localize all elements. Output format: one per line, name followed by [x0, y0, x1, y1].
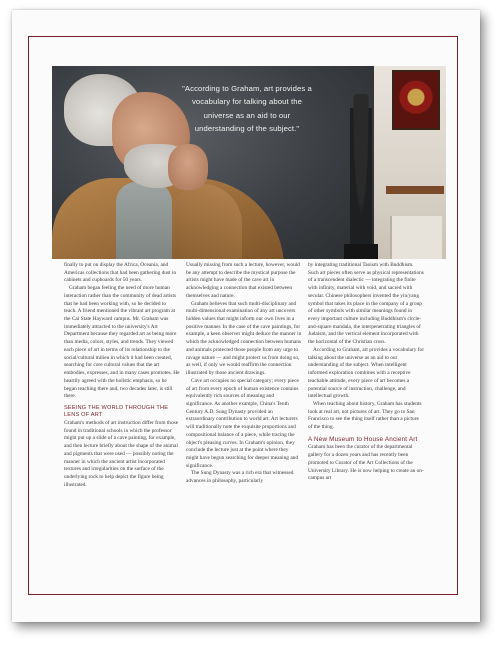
man-shirt [116, 182, 172, 259]
text-column-2 [186, 262, 302, 486]
paragraph: Cave art occupies no special category; every piece of art from every epoch of human existence contains equivalently rich sources of meaning and significance. As another example, China's Tenth Century A.D. Sung Dynasty provided an extraordinary contribution to world art. Art lecturers will traditionally note the exquisite proportions and compositional balance of a piece, while tracing the object's pleasing curves. In Graham's opinion, they conclude the lecture just at the point where they might have begun searching for deeper meaning and significance. [186, 377, 299, 469]
text-column-1 [64, 262, 180, 489]
paragraph: Graham began feeling the need of more human interaction rather than the community of dead artists that he had been working with, so he decided to teach. A friend mentioned the vibrant art program at the Cal State Hayward campus. Mr. Graham was immediately attracted to the university's Art Department because they regarded art as being more than media, colors, styles, and trends. They viewed each piece of art in terms of its relationship to the social/cultural milieu in which it had been created, searching for core cultural values that the art embodies, expresses, and in many cases promotes. He heartily agreed with the holistic emphasis, so he began teaching there and, two decades later, is still there. [64, 285, 180, 400]
paragraph: finally to put on display the Africa, Oceania, and Americas collections that had been gathering dust in cabinets and cupboards for 50 years. [64, 262, 177, 284]
bronze-statue [350, 94, 372, 254]
paragraph: Graham has been the curator of the departmental gallery for a dozen years and has recently been promoted to Curator of the Art Collections of the University Library. He is now helping to create an on-campus art [308, 444, 424, 482]
paragraph: Graham's methods of art instruction differ from those found in traditional schools in which the professor might put up a slide of a cave painting, for example, and then lecture briefly about the shape of the animal and pigments that were used — possibly noting the manner in which the ancient artist incorporated textures and irregularities on the surface of the underlying rock to help depict the figure being illustrated. [64, 419, 179, 488]
paragraph: by integrating traditional Taoism with Buddhism. Such art pieces often serve as physical representations of a transcendent dialectic — integrating the finite with infinity, material with void, and sacred with secular. Chinese philosophers invented the yin/yang symbol that takes its place in the company of a group of other symbols with similar meanings found in every important culture including Buddhism's circle-and-square mandala, the interpenetrating triangles of Judaism, and the vertical element incorporated with the horizontal of the Christian cross. [308, 262, 424, 346]
paragraph: According to Graham, art provides a vocabulary for talking about the universe as an aid to our understanding of the subject. When intelligent informed exploration combines with a receptive teachable attitude, every piece of art becomes a potential source of instruction, challenge, and intellectual growth. [308, 346, 424, 400]
section-title: A New Museum to House Ancient Art [308, 435, 418, 443]
paragraph: Graham believes that such multi-disciplinary and multi-dimensional examination of any art uncovers hidden values that might inform our own lives in a positive manner. In the case of the cave paintings, for example, a keen observer might deduce the manner in which the acknowledged connection between humans and animals protected those people from any urge to ravage nature — and might protect us from doing so, as well, if only we would reaffirm the connection illustrated by those ancient drawings. [186, 300, 302, 377]
pull-quote: "According to Graham, art provides a vocabulary for talking about the universe as an aid to our understanding of the subject." [182, 84, 312, 134]
gallery-pedestal [390, 216, 442, 259]
paragraph: When teaching about history, Graham has students look at real art, not pictures of art. They go to San Francisco to see the thing itself rather than a picture of the thing. [308, 400, 422, 431]
wall-tapestry [392, 70, 440, 130]
statue-base [344, 244, 378, 259]
text-column-3 [308, 262, 424, 483]
man-hand [168, 144, 208, 190]
section-heading: SEEING THE WORLD THROUGH THE LENS OF ART [64, 404, 169, 418]
gallery-shelf [386, 186, 444, 194]
paragraph: Usually missing from such a lecture, however, would be any attempt to describe the mystical purpose the artists might have made of the cave art in acknowledging a connection that existed between themselves and nature. [186, 262, 300, 299]
paragraph: The Sung Dynasty was a rich era that witnessed advances in philosophy, particularly [186, 470, 294, 485]
